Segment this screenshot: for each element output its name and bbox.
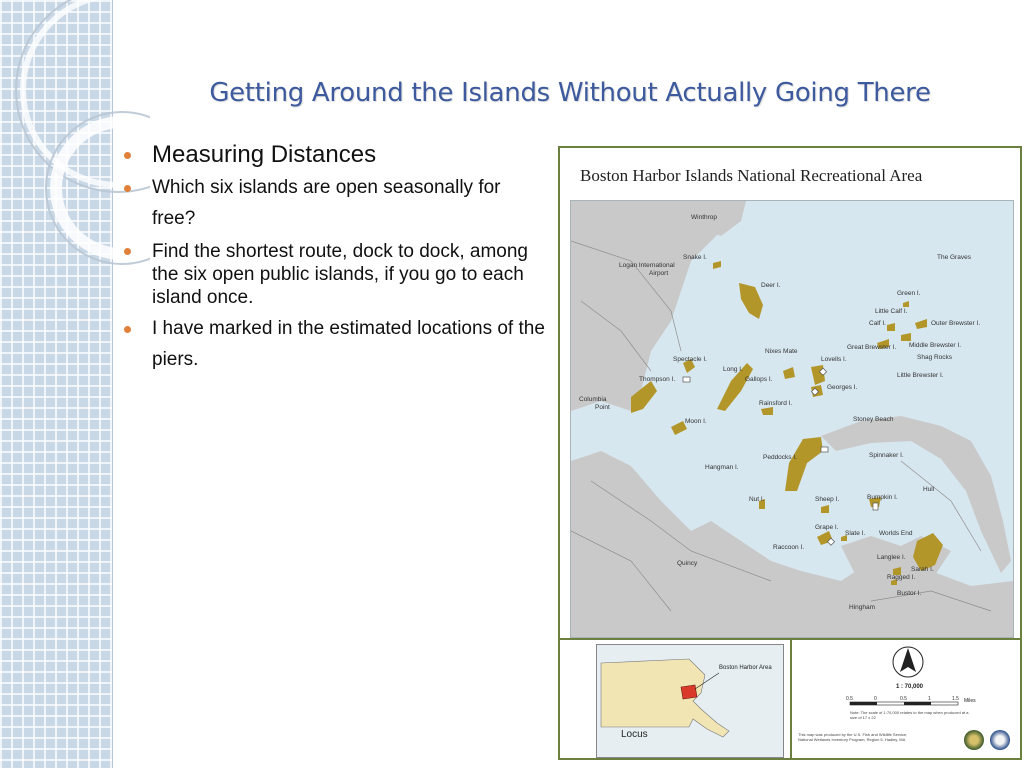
snake-island [713, 261, 721, 269]
label-hingham: Hingham [849, 604, 876, 611]
label-nixes: Nixes Mate [765, 348, 798, 355]
bullet-six-islands [118, 172, 548, 234]
bullet-list [118, 140, 548, 375]
bullet-measuring-distances [118, 140, 548, 170]
green-island [903, 301, 909, 307]
label-middle-brewster: Middle Brewster I. [909, 342, 962, 349]
harbor-area-highlight [681, 685, 697, 699]
label-slate: Slate I. [845, 530, 866, 537]
harbor-map [570, 200, 1014, 638]
locus-label: Locus [621, 729, 648, 740]
label-rainsford: Rainsford I. [759, 400, 793, 407]
map-credit: This map was produced by the U.S. Fish and Wildlife Service, National Wetlands Inventory Program, Region 5, Hadley, MA [798, 732, 908, 742]
label-moon: Moon I. [685, 418, 707, 425]
label-sheep: Sheep I. [815, 496, 840, 503]
label-snake: Snake I. [683, 254, 707, 261]
scale-unit: Miles [964, 698, 976, 704]
rainsford-island [761, 407, 773, 415]
bullet-dot [124, 326, 131, 333]
bullet-dot [124, 152, 131, 159]
label-grape: Grape I. [815, 524, 839, 531]
sheep-island [821, 505, 829, 513]
label-great-brewster: Great Brewster I. [847, 344, 897, 351]
scale-tick: 0 [874, 696, 877, 702]
bullet-text: I have marked in the estimated locations of the piers. [152, 318, 545, 370]
bullet-piers [118, 313, 548, 375]
scale-tick: 0.5 [900, 696, 907, 702]
bullet-dot [124, 185, 131, 192]
pier-marker [873, 503, 878, 510]
locus-inset-map [596, 644, 784, 758]
label-calf: Calf I. [869, 320, 886, 327]
calf-island [887, 323, 895, 331]
label-little-calf: Little Calf I. [875, 308, 908, 315]
label-spinnaker: Spinnaker I. [869, 452, 904, 459]
label-peddocks: Peddocks I. [763, 454, 797, 461]
label-shag: Shag Rocks [917, 354, 953, 361]
scale-tick: 0.5 [846, 696, 853, 702]
label-graves: The Graves [937, 254, 971, 261]
label-thompson: Thompson I. [639, 376, 676, 383]
fws-logo-icon [990, 730, 1010, 750]
label-quincy: Quincy [677, 560, 698, 567]
label-worlds-end: Worlds End [879, 530, 913, 537]
label-columbia: Columbia [579, 396, 607, 403]
bullet-dot [124, 248, 131, 255]
deer-island [739, 283, 763, 319]
label-sarah: Sarah I. [911, 566, 934, 573]
bullet-shortest-route [118, 240, 548, 309]
label-ragged: Ragged I. [887, 574, 916, 581]
label-point: Point [595, 404, 610, 411]
label-green: Green I. [897, 290, 921, 297]
label-airport: Airport [649, 270, 669, 277]
map-title: Boston Harbor Islands National Recreational Area [580, 166, 923, 185]
harbor-map-svg [571, 201, 1013, 637]
label-nut: Nut I. [749, 496, 765, 503]
slide-title: Getting Around the Islands Without Actually Going There [209, 78, 931, 108]
panel-divider [790, 638, 792, 758]
label-outer-brewster: Outer Brewster I. [931, 320, 981, 327]
label-winthrop: Winthrop [691, 214, 718, 221]
label-stoney: Stoney Beach [853, 416, 894, 423]
label-gallops: Gallops I. [745, 376, 773, 383]
label-long: Long I. [723, 366, 743, 373]
middle-brewster-island [901, 333, 911, 341]
peddocks-island [785, 437, 823, 491]
label-deer: Deer I. [761, 282, 781, 289]
label-bustor: Bustor I. [897, 590, 922, 597]
outer-brewster-island [915, 319, 927, 329]
bullet-text: Which six islands are open seasonally for free? [152, 177, 501, 229]
bullet-text: Find the shortest route, dock to dock, among the six open public islands, if you go to each island once. [152, 241, 528, 308]
scale-tick: 1 [928, 696, 931, 702]
nps-logo-icon [964, 730, 984, 750]
label-little-brewster: Little Brewster I. [897, 372, 944, 379]
label-hangman: Hangman I. [705, 464, 739, 471]
scale-note: Note: The scale of 1:70,000 relates to the map when produced at a size of 17 x 22 [850, 710, 969, 720]
scale-panel [794, 642, 1020, 758]
scale-ratio: 1 : 70,000 [896, 684, 924, 690]
bullet-text: Measuring Distances [152, 141, 377, 168]
pier-marker [683, 377, 690, 382]
label-logan: Logan International [619, 262, 675, 269]
scale-tick: 1.5 [952, 696, 959, 702]
label-georges: Georges I. [827, 384, 858, 391]
map-poster [558, 146, 1022, 760]
pier-marker [821, 447, 828, 452]
harbor-area-label: Boston Harbor Area [719, 665, 772, 671]
label-langlee: Langlee I. [877, 554, 906, 561]
label-raccoon: Raccoon I. [773, 544, 805, 551]
label-spectacle: Spectacle I. [673, 356, 707, 363]
label-hull: Hull [923, 486, 935, 493]
massachusetts-outline [597, 645, 783, 757]
label-lovells: Lovells I. [821, 356, 847, 363]
label-bumpkin: Bumpkin I. [867, 494, 898, 501]
gallops-island [783, 367, 795, 379]
